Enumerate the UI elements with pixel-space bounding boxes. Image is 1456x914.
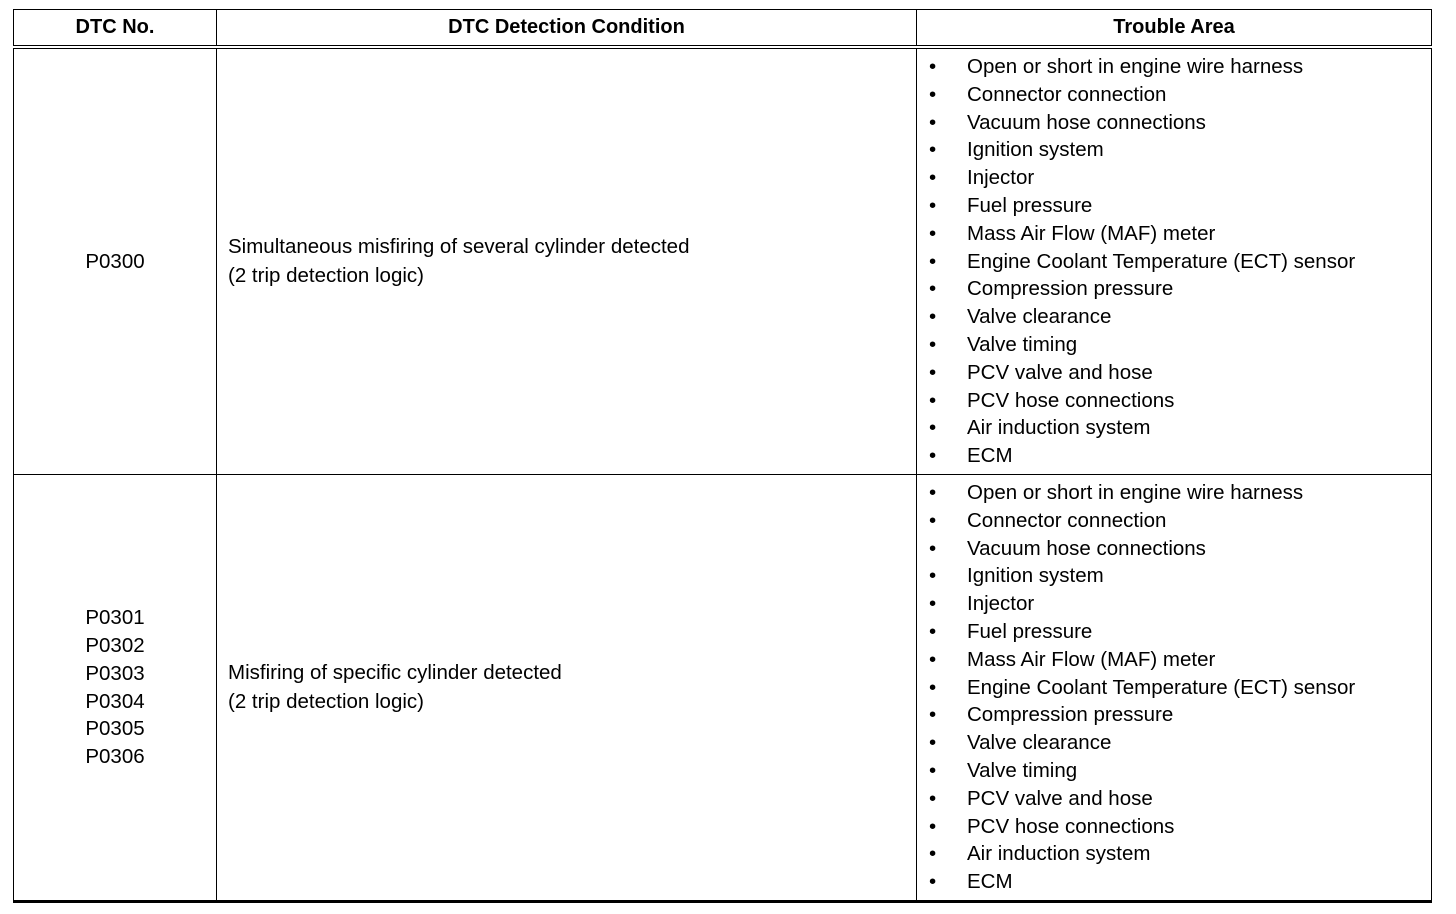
dtc-code: P0303 <box>85 661 145 685</box>
trouble-area-item: Valve clearance <box>967 731 1112 755</box>
trouble-area-item: PCV valve and hose <box>967 360 1153 384</box>
list-item <box>917 479 1431 507</box>
list-item <box>917 192 1431 220</box>
list-item <box>917 618 1431 646</box>
bullet-icon: • <box>929 647 937 671</box>
list-item <box>917 164 1431 192</box>
table-row <box>14 475 1432 902</box>
dtc-code: P0300 <box>85 249 145 273</box>
list-item <box>917 442 1431 470</box>
bullet-icon: • <box>929 166 937 190</box>
detection-condition-line: (2 trip detection logic) <box>228 689 424 713</box>
trouble-area-list <box>917 53 1431 470</box>
bullet-icon: • <box>929 332 937 356</box>
trouble-area-item: Fuel pressure <box>967 620 1093 643</box>
table-row <box>14 47 1432 475</box>
dtc-code: P0305 <box>85 717 145 741</box>
list-item <box>917 590 1431 618</box>
trouble-area-cell <box>917 475 1432 902</box>
trouble-area-item: Mass Air Flow (MAF) meter <box>967 647 1216 671</box>
list-item <box>917 729 1431 757</box>
bullet-icon: • <box>929 82 937 106</box>
bullet-icon: • <box>929 110 937 134</box>
dtc-code: P0306 <box>85 745 145 769</box>
dtc-code: P0304 <box>85 689 145 713</box>
header-dtc-no: DTC No. <box>14 10 217 48</box>
trouble-area-item: Engine Coolant Temperature (ECT) sensor <box>967 249 1356 273</box>
list-item <box>917 303 1431 331</box>
detection-condition-cell <box>217 47 917 475</box>
trouble-area-item: Injector <box>967 166 1035 190</box>
bullet-icon: • <box>929 786 937 810</box>
bullet-icon: • <box>929 416 937 440</box>
trouble-area-item: PCV hose connections <box>967 388 1175 412</box>
trouble-area-list <box>917 479 1431 896</box>
list-item <box>917 701 1431 729</box>
list-item <box>917 757 1431 785</box>
list-item <box>917 331 1431 359</box>
trouble-area-item: Ignition system <box>967 564 1104 588</box>
bullet-icon: • <box>929 481 937 505</box>
dtc-code: P0302 <box>85 633 145 657</box>
list-item <box>917 813 1431 841</box>
bullet-icon: • <box>929 620 937 643</box>
bullet-icon: • <box>929 564 937 588</box>
bullet-icon: • <box>929 194 937 217</box>
dtc-code: P0301 <box>85 606 145 630</box>
trouble-area-item: PCV valve and hose <box>967 786 1153 810</box>
bullet-icon: • <box>929 360 937 384</box>
bullet-icon: • <box>929 221 937 245</box>
bullet-icon: • <box>929 814 937 838</box>
trouble-area-item: Air induction system <box>967 416 1151 440</box>
trouble-area-item: Engine Coolant Temperature (ECT) sensor <box>967 675 1356 699</box>
trouble-area-item: Open or short in engine wire harness <box>967 55 1304 79</box>
trouble-area-item: ECM <box>967 870 1013 894</box>
trouble-area-item: Air induction system <box>967 842 1151 866</box>
bullet-icon: • <box>929 536 937 560</box>
dtc-code-cell <box>14 47 217 475</box>
trouble-area-item: Compression pressure <box>967 703 1174 727</box>
trouble-area-item: Mass Air Flow (MAF) meter <box>967 221 1216 245</box>
list-item <box>917 220 1431 248</box>
list-item <box>917 136 1431 164</box>
list-item <box>917 109 1431 137</box>
trouble-area-item: Valve timing <box>967 332 1078 356</box>
bullet-icon: • <box>929 592 937 616</box>
bullet-icon: • <box>929 508 937 532</box>
trouble-area-item: Open or short in engine wire harness <box>967 481 1304 505</box>
bullet-icon: • <box>929 277 937 301</box>
bullet-icon: • <box>929 444 937 468</box>
list-item <box>917 248 1431 276</box>
bullet-icon: • <box>929 758 937 782</box>
trouble-area-item: Valve timing <box>967 758 1078 782</box>
header-trouble-area: Trouble Area <box>917 10 1432 48</box>
list-item <box>917 359 1431 387</box>
bullet-icon: • <box>929 388 937 412</box>
bullet-icon: • <box>929 842 937 866</box>
trouble-area-item: ECM <box>967 444 1013 468</box>
list-item <box>917 646 1431 674</box>
detection-condition-cell <box>217 475 917 902</box>
trouble-area-item: Vacuum hose connections <box>967 536 1206 560</box>
list-item <box>917 674 1431 702</box>
list-item <box>917 535 1431 563</box>
detection-condition-line: (2 trip detection logic) <box>228 263 424 287</box>
list-item <box>917 53 1431 81</box>
header-row <box>14 10 1432 48</box>
bullet-icon: • <box>929 870 937 894</box>
list-item <box>917 81 1431 109</box>
list-item <box>917 562 1431 590</box>
trouble-area-item: Connector connection <box>967 508 1167 532</box>
list-item <box>917 275 1431 303</box>
detection-condition-line: Misfiring of specific cylinder detected <box>228 661 562 684</box>
trouble-area-item: Fuel pressure <box>967 194 1093 217</box>
list-item <box>917 840 1431 868</box>
list-item <box>917 414 1431 442</box>
detection-condition-line: Simultaneous misfiring of several cylinder detected <box>228 235 690 258</box>
trouble-area-item: Valve clearance <box>967 305 1112 329</box>
trouble-area-item: PCV hose connections <box>967 814 1175 838</box>
list-item <box>917 868 1431 896</box>
trouble-area-item: Connector connection <box>967 82 1167 106</box>
dtc-table <box>13 9 1432 903</box>
bullet-icon: • <box>929 249 937 273</box>
bullet-icon: • <box>929 138 937 162</box>
list-item <box>917 387 1431 415</box>
bullet-icon: • <box>929 703 937 727</box>
header-detection-condition: DTC Detection Condition <box>217 10 917 48</box>
trouble-area-item: Ignition system <box>967 138 1104 162</box>
trouble-area-item: Compression pressure <box>967 277 1174 301</box>
trouble-area-item: Injector <box>967 592 1035 616</box>
list-item <box>917 507 1431 535</box>
bullet-icon: • <box>929 731 937 755</box>
dtc-code-cell <box>14 475 217 902</box>
bullet-icon: • <box>929 55 937 79</box>
bullet-icon: • <box>929 305 937 329</box>
trouble-area-cell <box>917 47 1432 475</box>
list-item <box>917 785 1431 813</box>
bullet-icon: • <box>929 675 937 699</box>
trouble-area-item: Vacuum hose connections <box>967 110 1206 134</box>
